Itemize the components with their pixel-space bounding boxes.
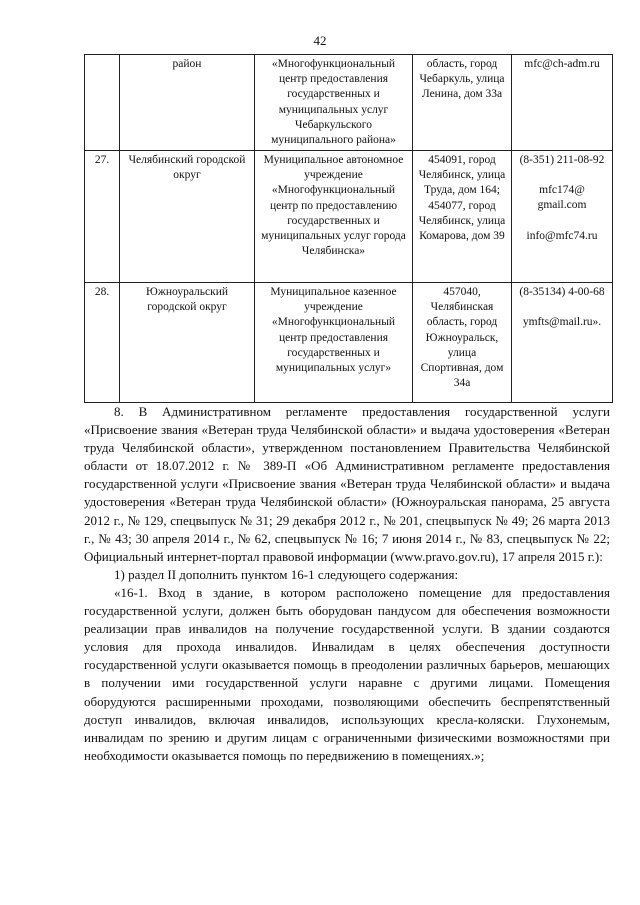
municipality-cell: Южноуральский городской округ bbox=[120, 283, 255, 403]
table-row bbox=[85, 55, 613, 151]
page-number: 42 bbox=[313, 33, 327, 48]
body-text bbox=[84, 403, 610, 765]
row-number: 28. bbox=[85, 283, 120, 403]
mfc-table bbox=[84, 54, 613, 403]
contact-email: mfc@ch-adm.ru bbox=[524, 58, 600, 70]
address-cell: область, город Чебаркуль, улица Ленина, дом 33а bbox=[413, 55, 512, 151]
row-number: 27. bbox=[85, 151, 120, 283]
paragraph-item-1: 1) раздел II дополнить пунктом 16-1 следующего содержания: bbox=[114, 566, 459, 582]
contacts-cell bbox=[512, 151, 613, 283]
contact-email: ymfts@mail.ru». bbox=[522, 316, 602, 329]
row-number bbox=[85, 55, 120, 151]
paragraph-amendment-8: 8. В Административном регламенте предоставления государственной услуги «Присвоение звания «Ветеран труда Челябинской области» и выдача удостоверения «Ветеран труда Челябинской области», утвержденном постановлением Правительства Челябинской области от 18.07.2012 г. № 389-П «Об Административном регламенте предоставления государственной услуги «Присвоение звания «Ветеран труда Челябинской области» и выдача удостоверения «Ветеран труда Челябинской области» (Южноуральская панорама, 25 августа 2012 г., № 129, спецвыпуск № 31; 29 декабря 2012 г., № 201, спецвыпуск № 49; 26 марта 2013 г., № 43; 30 апреля 2014 г., № 62, спецвыпуск № 16; 7 июня 2014 г., № 83, спецвыпуск № 22; Официальный интернет-портал правовой информации (www.pravo.gov.ru), 17 апреля 2015 г.): bbox=[84, 404, 610, 564]
contact-phone: (8-351) 211-08-92 bbox=[519, 154, 605, 166]
municipality-cell: Челябинский городской округ bbox=[120, 151, 255, 283]
organization-cell: Муниципальное автономное учреждение «Многофункциональный центр по предоставлению государственных и муниципальных услуг города Челябинска» bbox=[255, 151, 413, 283]
address-cell: 454091, город Челябинск, улица Труда, дом 164; 454077, город Челябинск, улица Комарова, дом 39 bbox=[413, 151, 512, 283]
contact-email: mfc174@ gmail.com bbox=[537, 184, 587, 212]
contacts-cell bbox=[512, 283, 613, 403]
organization-cell: Муниципальное казенное учреждение «Многофункциональный центр предоставления государственных и муниципальных услуг» bbox=[255, 283, 413, 403]
organization-cell: «Многофункциональный центр предоставления государственных и муниципальных услуг Чебаркульского муниципального района» bbox=[255, 55, 413, 151]
contact-email: info@mfc74.ru bbox=[526, 229, 598, 242]
table-row bbox=[85, 283, 613, 403]
table-row bbox=[85, 151, 613, 283]
municipality-cell: район bbox=[120, 55, 255, 151]
contacts-cell bbox=[512, 55, 613, 151]
paragraph-clause-16-1: «16-1. Вход в здание, в котором расположено помещение для предоставления государственной услуги, должен быть оборудован пандусом для обеспечения возможности реализации прав инвалидов на получение государственной услуги. В здании создаются условия для прохода инвалидов. Инвалидам в целях обеспечения доступности государственной услуги оказывается помощь в преодолении различных барьеров, мешающих в получении ими государственной услуги наравне с другими лицами. Помещения оборудуются расширенными проходами, позволяющими обеспечить беспрепятственный доступ инвалидов, включая инвалидов, использующих кресла-коляски. Глухонемым, инвалидам по зрению и другим лицам с ограниченными физическими возможностями при необходимости оказывается помощь по передвижению в помещениях.»; bbox=[84, 584, 610, 763]
address-cell: 457040, Челябинская область, город Южноуральск, улица Спортивная, дом 34а bbox=[413, 283, 512, 403]
contact-phone: (8-35134) 4-00-68 bbox=[519, 286, 605, 298]
